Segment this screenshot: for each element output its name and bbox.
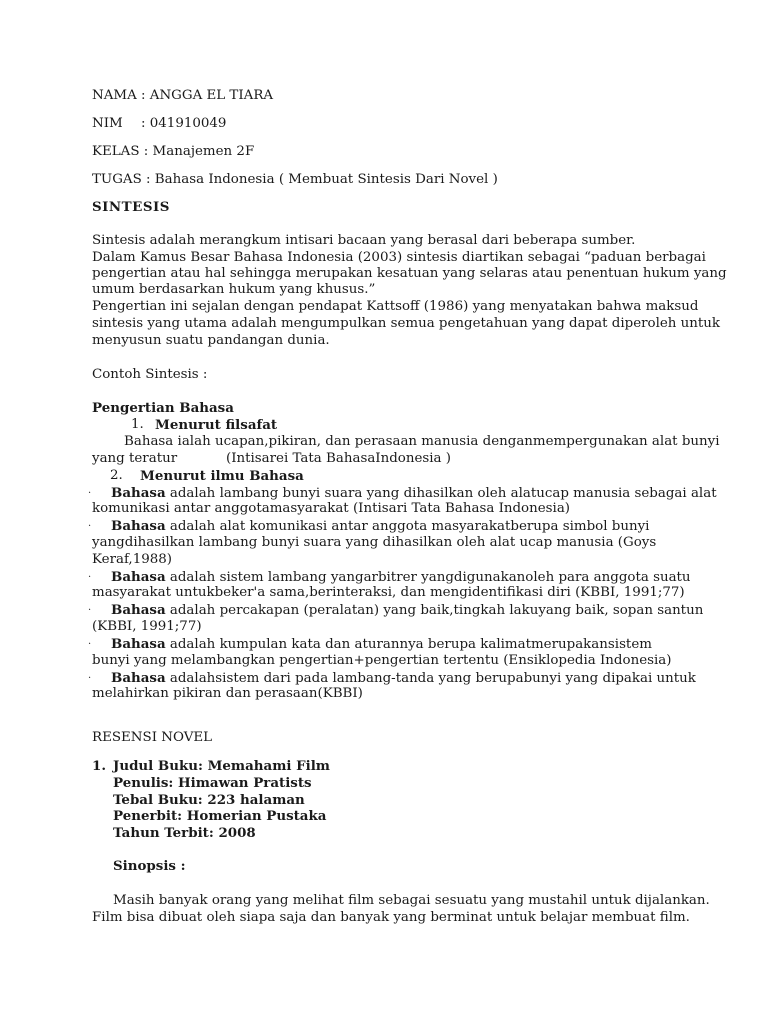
sinopsis-line: Film bisa dibuat oleh siapa saja dan banyak yang berminat untuk belajar membuat film. xyxy=(92,910,690,925)
bahasa-term: Bahasa xyxy=(111,670,166,686)
tahun-terbit: Tahun Terbit: 2008 xyxy=(113,825,256,841)
sintesis-line: pengertian atau hal sehingga merupakan kesatuan yang selaras atau penentuan hukum yang xyxy=(92,266,727,281)
nama-line: NAMA : ANGGA EL TIARA xyxy=(92,88,274,103)
item-number: 2. xyxy=(110,468,123,483)
bullet-line: Bahasa adalahsistem dari pada lambang-tanda yang berupabunyi yang dipakai untuk xyxy=(111,670,696,686)
bullet-icon: · xyxy=(88,639,92,650)
bullet-continuation: bunyi yang melambangkan pengertian+pengertian tertentu (Ensiklopedia Indonesia) xyxy=(92,653,672,668)
bullet-line: Bahasa adalah percakapan (peralatan) yang baik,tingkah lakuyang baik, sopan santun xyxy=(111,602,704,618)
sintesis-line: Sintesis adalah merangkum intisari bacaan yang berasal dari beberapa sumber. xyxy=(92,233,636,248)
bullet-icon: · xyxy=(88,488,92,499)
bullet-continuation: yangdihasilkan lambang bunyi suara yang dihasilkan oleh alat ucap manusia (Goys xyxy=(92,535,657,550)
bahasa-term: Bahasa xyxy=(111,636,166,652)
filsafat-line: Bahasa ialah ucapan,pikiran, dan perasaan manusia denganmempergunakan alat bunyi xyxy=(124,434,720,449)
penerbit: Penerbit: Homerian Pustaka xyxy=(113,808,327,824)
sintesis-line: sintesis yang utama adalah mengumpulkan semua pengetahuan yang dapat diperoleh untuk xyxy=(92,316,721,331)
bullet-icon: · xyxy=(88,673,92,684)
sintesis-line: Dalam Kamus Besar Bahasa Indonesia (2003) sintesis diartikan sebagai “paduan berbagai xyxy=(92,250,706,265)
sinopsis-line: Masih banyak orang yang melihat film sebagai sesuatu yang mustahil untuk dijalankan. xyxy=(113,893,710,908)
contoh-label: Contoh Sintesis : xyxy=(92,367,208,382)
judul-buku: Judul Buku: Memahami Film xyxy=(113,758,330,774)
bullet-icon: · xyxy=(88,605,92,616)
bullet-icon: · xyxy=(88,521,92,532)
filsafat-citation: (Intisarei Tata BahasaIndonesia ) xyxy=(226,451,452,466)
bahasa-term: Bahasa xyxy=(111,602,166,618)
bullet-continuation: melahirkan pikiran dan perasaan(KBBI) xyxy=(92,686,363,701)
bahasa-term: Bahasa xyxy=(111,485,166,501)
bullet-continuation: komunikasi antar anggotamasyarakat (Intisari Tata Bahasa Indonesia) xyxy=(92,501,571,516)
sintesis-line: Pengertian ini sejalan dengan pendapat Kattsoff (1986) yang menyatakan bahwa maksud xyxy=(92,299,699,314)
tebal-buku: Tebal Buku: 223 halaman xyxy=(113,792,305,808)
sintesis-line: menyusun suatu pandangan dunia. xyxy=(92,333,330,348)
item-title-filsafat: Menurut filsafat xyxy=(155,417,278,433)
bahasa-term: Bahasa xyxy=(111,569,166,585)
kelas-line: KELAS : Manajemen 2F xyxy=(92,144,255,159)
bullet-line: Bahasa adalah sistem lambang yangarbitrer yangdigunakanoleh para anggota suatu xyxy=(111,569,691,585)
bullet-icon: · xyxy=(88,572,92,583)
filsafat-line-start: yang teratur xyxy=(92,451,178,466)
bullet-continuation: Keraf,1988) xyxy=(92,552,172,567)
resensi-heading: RESENSI NOVEL xyxy=(92,730,213,745)
tugas-line: TUGAS : Bahasa Indonesia ( Membuat Sintesis Dari Novel ) xyxy=(92,172,498,187)
sintesis-line: umum berdasarkan hukum yang khusus.” xyxy=(92,282,376,297)
bahasa-term: Bahasa xyxy=(111,518,166,534)
bullet-line: Bahasa adalah alat komunikasi antar anggota masyarakatberupa simbol bunyi xyxy=(111,518,650,534)
pengertian-bahasa-title: Pengertian Bahasa xyxy=(92,400,234,416)
penulis: Penulis: Himawan Pratists xyxy=(113,775,312,791)
item-title-ilmu-bahasa: Menurut ilmu Bahasa xyxy=(140,468,304,484)
sintesis-heading: SINTESIS xyxy=(92,199,170,215)
bullet-continuation: masyarakat untukbeker'a sama,berinteraksi, dan mengidentifikasi diri (KBBI, 1991;77) xyxy=(92,585,685,600)
resensi-item-number: 1. xyxy=(92,758,106,774)
nim-value: : 041910049 xyxy=(141,116,227,131)
bullet-line: Bahasa adalah lambang bunyi suara yang dihasilkan oleh alatucap manusia sebagai alat xyxy=(111,485,717,501)
bullet-continuation: (KBBI, 1991;77) xyxy=(92,619,202,634)
nim-label: NIM xyxy=(92,116,123,131)
sinopsis-label: Sinopsis : xyxy=(113,858,186,874)
item-number: 1. xyxy=(131,417,144,432)
bullet-line: Bahasa adalah kumpulan kata dan aturannya berupa kalimatmerupakansistem xyxy=(111,636,652,652)
nim-line xyxy=(92,116,226,133)
